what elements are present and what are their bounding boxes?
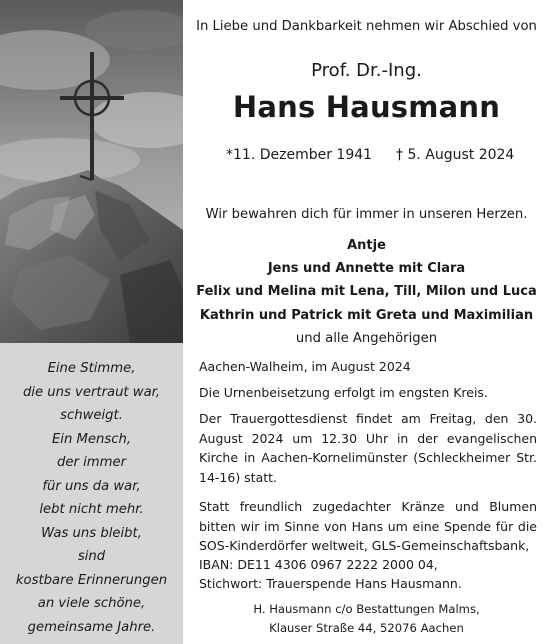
summit-cross-photo [0,0,183,343]
academic-title: Prof. Dr.-Ing. [311,60,422,81]
summit-cross-image [0,0,183,343]
mourner-name: Jens und Annette mit Clara [267,261,466,277]
mourners-list [183,234,550,350]
urn-burial-note: Die Urnenbeisetzung erfolgt im engsten Kreis. [199,385,488,400]
place-date: Aachen-Walheim, im August 2024 [199,359,411,374]
death-date: † 5. August 2024 [396,147,515,163]
poem-line: Ein Mensch, [51,431,132,447]
mourner-name: Antje [347,238,386,253]
donation-request: Statt freundlich zugedachter Kränze und Blumen bitten wir im Sinne von Hans um eine Spende für die SOS-Kinderdörfer weltweit, GLS-Gemeinschaftsbank, [199,499,537,553]
deceased-name: Hans Hausmann [232,90,501,124]
mourners-intro: Wir bewahren dich für immer in unseren Herzen. [205,207,528,222]
poem-line: die uns vertraut war, [22,384,161,400]
poem-line: schweigt. [60,408,123,423]
poem-line: der immer [57,455,126,470]
donation-keyword: Stichwort: Trauerspende Hans Hausmann. [199,576,462,591]
intro-line: In Liebe und Dankbarkeit nehmen wir Abschied von [196,19,537,34]
poem-line: an viele schöne, [37,596,146,611]
contact-line: H. Hausmann c/o Bestattungen Malms, [253,602,480,616]
birth-date: *11. Dezember 1941 [226,147,373,163]
poem-panel [0,343,183,644]
poem-line: für uns da war, [42,478,141,494]
poem-line: Was uns bleibt, [41,525,142,541]
poem-line: lebt nicht mehr. [39,502,144,517]
contact-line: Klauser Straße 44, 52076 Aachen [269,621,464,635]
mourner-name: Kathrin und Patrick mit Greta und Maximilian [199,307,534,323]
poem-line: Eine Stimme, [47,361,136,376]
poem-line: gemeinsame Jahre. [27,619,156,635]
poem-line: sind [77,549,106,564]
mourners-closing: und alle Angehörigen [295,330,438,346]
donation-iban: IBAN: DE11 4306 0967 2222 2000 04, [199,557,438,572]
notice-body [183,0,550,644]
poem-line: kostbare Erinnerungen [15,572,168,588]
service-details: Der Trauergottesdienst findet am Freitag, den 30. August 2024 um 12.30 Uhr in der evangelischen Kirche in Aachen-Kornelimünster (Schleckheimer Str. 14-16) statt. [199,411,537,485]
mourner-name: Felix und Melina mit Lena, Till, Milon und Luca [196,284,537,300]
contact-address [183,600,550,638]
poem-text [0,357,183,639]
